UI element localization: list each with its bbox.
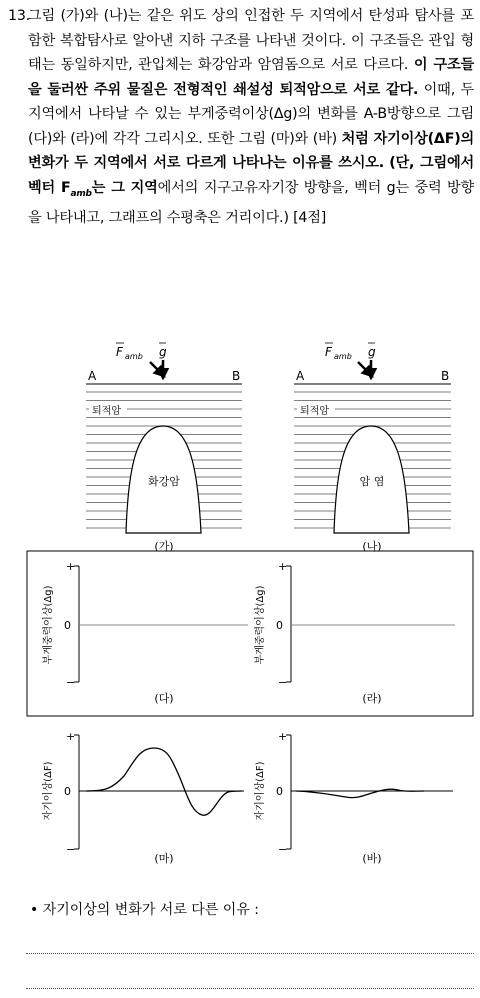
f-vector-letter: F bbox=[325, 345, 332, 359]
structure-na bbox=[294, 343, 451, 553]
minus-label: − bbox=[278, 676, 288, 689]
plus-label: + bbox=[66, 560, 76, 573]
plus-label: + bbox=[278, 730, 288, 743]
zero-label: 0 bbox=[64, 619, 71, 632]
zero-label: 0 bbox=[276, 619, 283, 632]
zero-label: 0 bbox=[64, 785, 71, 798]
question-segment: 이때, 두 지역에서 나타날 수 있는 부게중력이상(Δg)의 변화를 A-B방향으로 그림 (다)와 (라)에 각각 그리시오. 또한 그림 (마)와 (바) bbox=[28, 81, 474, 147]
question-segment: 처럼 자기이상(ΔF)의 변화가 두 지역에서 서로 다르게 나타나는 이유를 쓰시오. bbox=[28, 130, 474, 171]
plus-label: + bbox=[66, 730, 76, 743]
question-segment: 에서의 지구고유자기장 방향을, 벡터 g는 중력 방향을 나타내고, 그래프의 수평축은 거리이다.) [4점] bbox=[28, 179, 474, 226]
point-b-label: B bbox=[232, 369, 241, 383]
f-vector-letter: F bbox=[116, 345, 123, 359]
question-segment: 는 그 지역 bbox=[91, 179, 158, 196]
magnetic-plot-ma bbox=[41, 730, 244, 865]
layer-label: 퇴적암 bbox=[92, 406, 121, 417]
g-vector-label bbox=[159, 343, 167, 359]
zero-label: 0 bbox=[276, 785, 283, 798]
minus-label: − bbox=[66, 676, 76, 689]
magnetic-anomaly-curve bbox=[296, 789, 424, 797]
figure-caption: (가) bbox=[154, 540, 174, 553]
point-a-label: A bbox=[296, 369, 305, 383]
question-segment: amb bbox=[70, 188, 92, 199]
minus-label: − bbox=[278, 843, 288, 856]
g-vector-letter: g bbox=[159, 345, 167, 359]
structure-ga bbox=[86, 343, 242, 553]
plus-label: + bbox=[278, 560, 288, 573]
f-vector-subscript: amb bbox=[334, 352, 352, 361]
point-b-label: B bbox=[441, 369, 450, 383]
figure-caption: (나) bbox=[362, 540, 382, 553]
gravity-plot-ra bbox=[253, 560, 455, 705]
question-segment: 이 구조들을 둘러싼 주위 물질은 전형적인 쇄설성 퇴적암으로 서로 같다. bbox=[28, 57, 475, 98]
figure-caption: (다) bbox=[154, 692, 174, 705]
question-number: 13. bbox=[8, 8, 30, 24]
magnetic-plot-ba bbox=[253, 730, 453, 865]
point-a-label: A bbox=[88, 369, 97, 383]
gravity-plot-da bbox=[41, 560, 248, 705]
magnetic-anomaly-curve bbox=[86, 748, 242, 815]
f-vector-subscript: amb bbox=[125, 352, 143, 361]
intrusion-label: 화강암 bbox=[148, 475, 180, 488]
y-axis-label: 부게중력이상(Δg) bbox=[43, 585, 54, 665]
intrusion-label: 암 염 bbox=[359, 475, 385, 488]
y-axis-label: 자기이상(ΔF) bbox=[43, 761, 54, 821]
f-amb-vector-label bbox=[116, 343, 143, 361]
g-vector-letter: g bbox=[368, 345, 376, 359]
question-segment: 그림 (가)와 (나)는 같은 위도 상의 인접한 두 지역에서 탄성파 탐사를 포함한 복합탐사로 알아낸 지하 구조를 나타낸 것이다. 이 구조들은 관입 형태는 동일하지만, 관입체는 화강암과 암염돔으로 서로 다르다. bbox=[28, 8, 474, 73]
answer-label: • 자기이상의 변화가 서로 다른 이유 : bbox=[30, 902, 260, 918]
figure-caption: (마) bbox=[154, 852, 174, 865]
layer-label: 퇴적암 bbox=[300, 406, 329, 417]
answer-line[interactable] bbox=[26, 953, 474, 954]
y-axis-label: 자기이상(ΔF) bbox=[255, 761, 266, 821]
f-amb-vector-label bbox=[325, 343, 352, 361]
gravity-answer-box bbox=[27, 551, 473, 716]
question-segment: (단, 그림에서 벡터 F bbox=[28, 155, 474, 196]
minus-label: − bbox=[66, 843, 76, 856]
figure-caption: (바) bbox=[362, 852, 382, 865]
y-axis-label: 부게중력이상(Δg) bbox=[255, 585, 266, 665]
answer-line[interactable] bbox=[26, 988, 474, 989]
figure-caption: (라) bbox=[362, 692, 382, 705]
g-vector-label bbox=[368, 343, 376, 359]
